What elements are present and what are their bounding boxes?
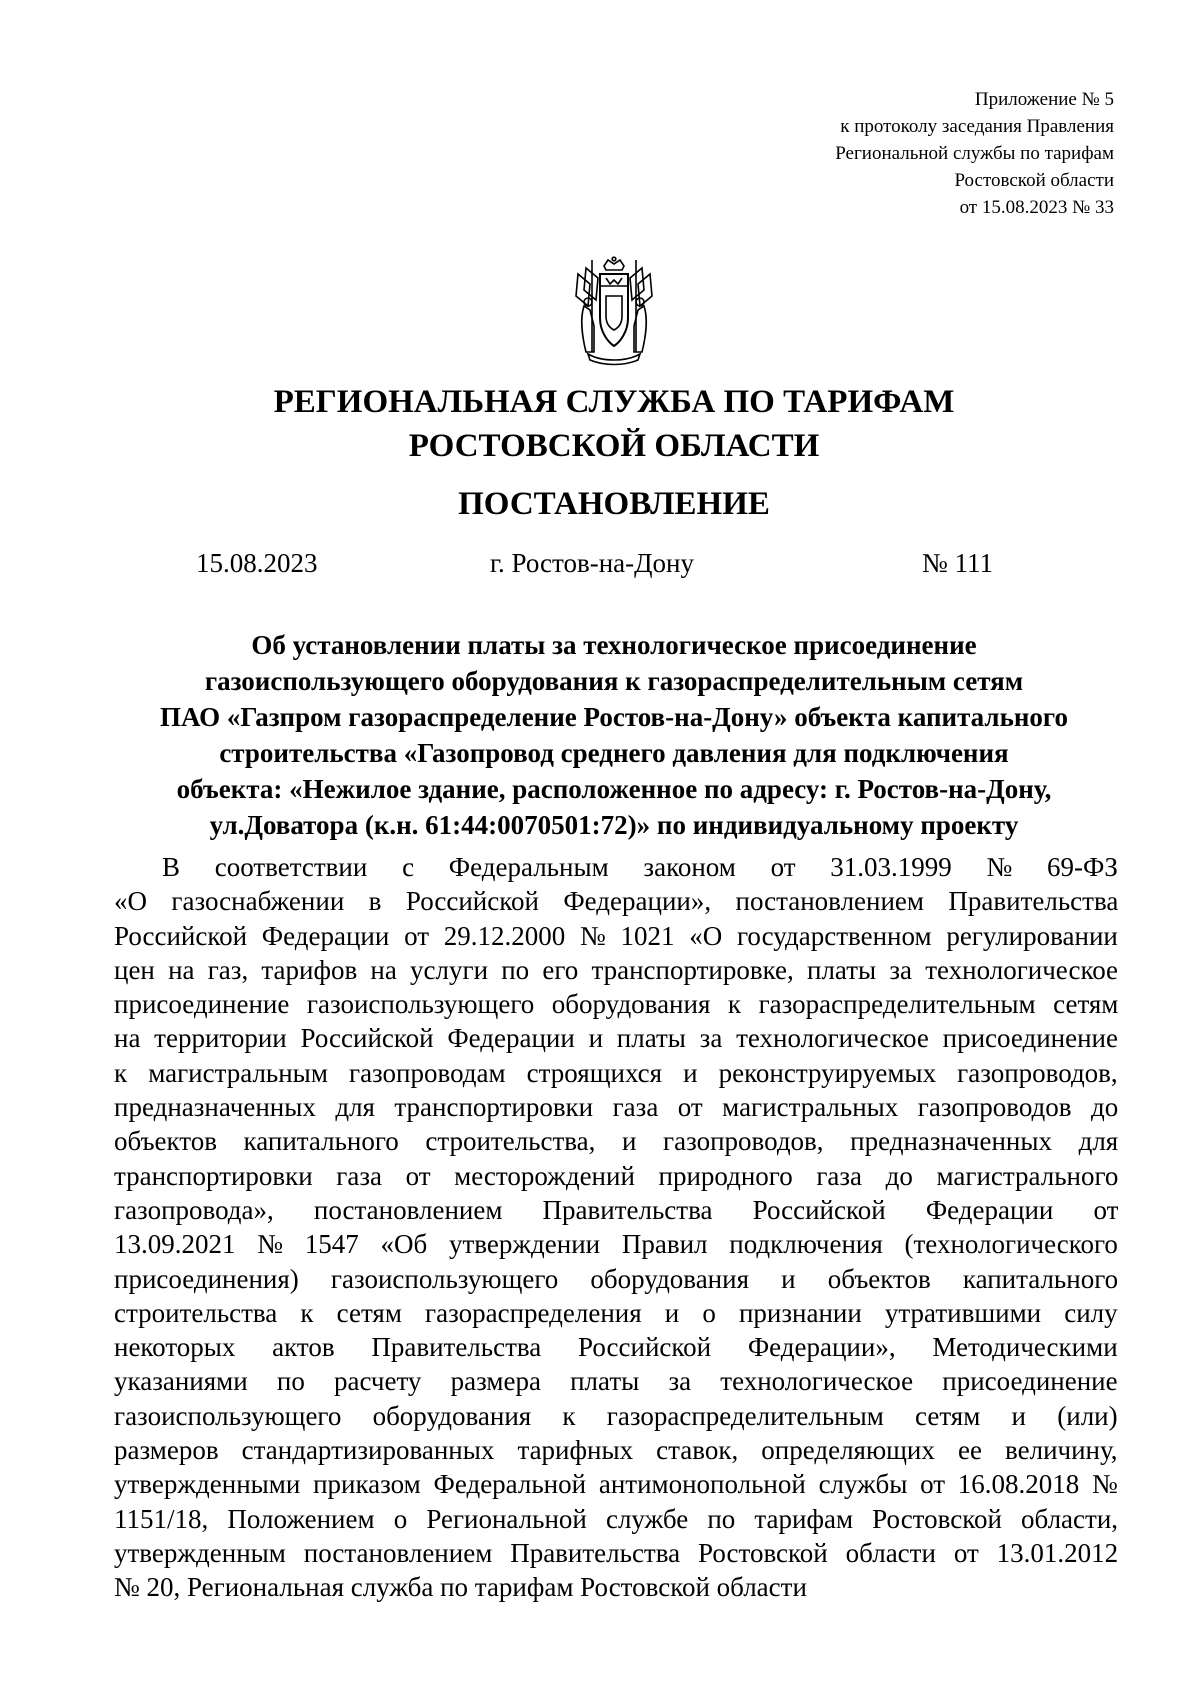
subject-line: строительства «Газопровод среднего давления для подключения — [219, 738, 1009, 768]
document-city: г. Ростов-на-Дону — [490, 548, 695, 578]
body-line: № 20, Региональная служба по тарифам Ростовской области — [114, 1572, 807, 1603]
body-line: газоиспользующего оборудования к газораспределительным сетям и (или) — [114, 1400, 1118, 1431]
body-paragraph — [114, 850, 1118, 1605]
body-line: присоединения) газоиспользующего оборудования и объектов капитального — [114, 1263, 1118, 1294]
appendix-line: от 15.08.2023 № 33 — [959, 197, 1114, 218]
document-type: ПОСТАНОВЛЕНИЕ — [458, 486, 770, 522]
body-line: Российской Федерации от 29.12.2000 № 1021 «О государственном регулировании — [114, 920, 1118, 951]
body-line: указаниями по расчету размера платы за технологическое присоединение — [114, 1366, 1118, 1397]
subject-line: ул.Доватора (к.н. 61:44:0070501:72)» по индивидуальному проекту — [209, 810, 1019, 840]
body-line: объектов капитального строительства, и газопроводов, предназначенных для — [114, 1126, 1118, 1157]
body-line: присоединение газоиспользующего оборудования к газораспределительным сетям — [114, 989, 1118, 1020]
subject-line: газоиспользующего оборудования к газораспределительным сетям — [204, 666, 1024, 696]
body-line: 13.09.2021 № 1547 «Об утверждении Правил подключения (технологического — [114, 1229, 1118, 1260]
body-line: 1151/18, Положением о Региональной службе по тарифам Ростовской области, — [114, 1503, 1118, 1534]
appendix-line: к протоколу заседания Правления — [840, 116, 1114, 137]
body-line: утвержденным постановлением Правительства Ростовской области от 13.01.2012 — [114, 1537, 1118, 1568]
body-line: В соответствии с Федеральным законом от 31.03.1999 № 69-ФЗ — [162, 852, 1118, 882]
organization-name — [0, 380, 1200, 468]
document-date: 15.08.2023 — [196, 548, 318, 578]
appendix-line: Региональной службы по тарифам — [835, 143, 1114, 164]
document-subject — [0, 627, 1200, 843]
document-number: № 111 — [922, 548, 994, 578]
appendix-note — [835, 86, 1114, 221]
body-line: транспортировки газа от месторождений природного газа до магистрального — [114, 1160, 1118, 1191]
body-line: строительства к сетям газораспределения и о признании утратившими силу — [114, 1297, 1118, 1328]
body-line: некоторых актов Правительства Российской Федерации», Методическими — [114, 1332, 1118, 1363]
appendix-line: Приложение № 5 — [974, 89, 1114, 110]
body-line: газопровода», постановлением Правительства Российской Федерации от — [114, 1194, 1118, 1225]
subject-line: ПАО «Газпром газораспределение Ростов-на-Дону» объекта капитального — [159, 702, 1068, 732]
body-line: предназначенных для транспортировки газа от магистральных газопроводов до — [114, 1092, 1118, 1123]
appendix-line: Ростовской области — [954, 170, 1114, 191]
body-line: утвержденными приказом Федеральной антимонопольной службы от 16.08.2018 № — [114, 1469, 1118, 1500]
subject-line: объекта: «Нежилое здание, расположенное по адресу: г. Ростов-на-Дону, — [176, 774, 1052, 804]
organization-name-line: РОСТОВСКОЙ ОБЛАСТИ — [408, 428, 820, 464]
subject-line: Об установлении платы за технологическое присоединение — [251, 630, 977, 660]
body-line: цен на газ, тарифов на услуги по его транспортировке, платы за технологическое — [114, 954, 1118, 985]
body-line: к магистральным газопроводам строящихся и реконструируемых газопроводов, — [114, 1057, 1118, 1088]
coat-of-arms-icon — [568, 256, 660, 368]
body-line: «О газоснабжении в Российской Федерации», постановлением Правительства — [114, 886, 1118, 917]
organization-name-line: РЕГИОНАЛЬНАЯ СЛУЖБА ПО ТАРИФАМ — [273, 384, 955, 420]
body-line: на территории Российской Федерации и платы за технологическое присоединение — [114, 1023, 1118, 1054]
body-line: размеров стандартизированных тарифных ставок, определяющих ее величину, — [114, 1435, 1118, 1466]
